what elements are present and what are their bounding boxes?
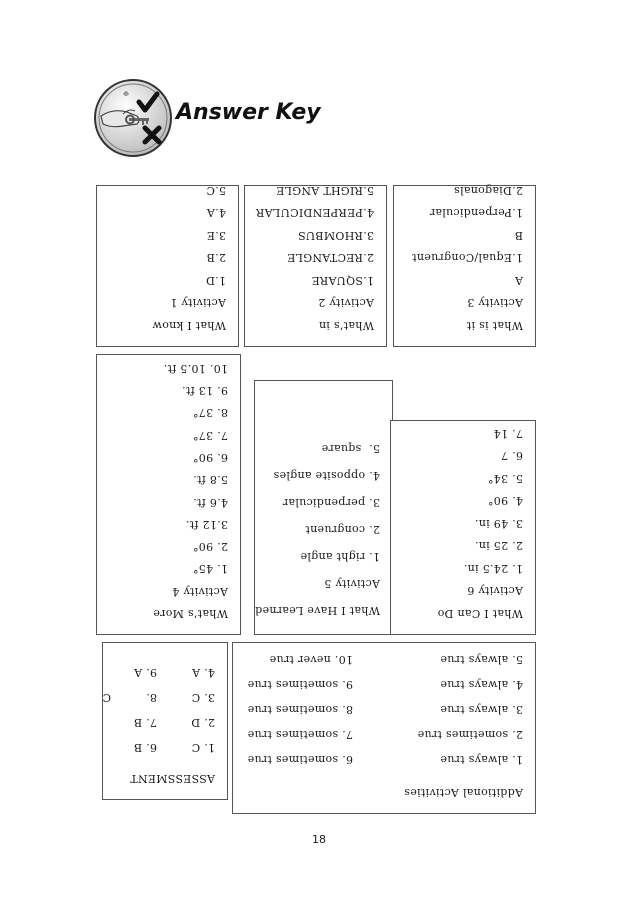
activity-label: Activity 6 xyxy=(467,584,523,598)
answer-item: 6. sometimes true xyxy=(247,753,353,767)
box-heading: What I know xyxy=(152,319,226,332)
answer-item: 4. always true xyxy=(440,678,523,692)
activity-label: Activity 4 xyxy=(172,584,228,598)
answer-item: 10. never true xyxy=(269,653,353,667)
answer-item xyxy=(71,711,111,736)
answer-item: 6. 90° xyxy=(192,450,228,464)
answer-item: 1.Equal/Congruent xyxy=(411,251,523,265)
answer-item: 5. 34° xyxy=(487,472,523,485)
answer-item: 1. 45° xyxy=(192,562,228,576)
answer-item: 7. sometimes true xyxy=(247,728,353,742)
answer-item: 1. always true xyxy=(440,753,523,767)
answer-item: 3. 49 in. xyxy=(474,517,523,530)
answer-item: C xyxy=(102,691,111,705)
box-heading: Additional Activities xyxy=(404,786,523,799)
answer-item: 5.8 ft. xyxy=(192,473,228,487)
box-whats-in xyxy=(244,185,387,347)
answer-item: 2. 25 in. xyxy=(474,539,523,553)
answer-item: 2. 90° xyxy=(192,540,228,554)
answer-item: 5. square xyxy=(321,442,380,455)
answer-item: 1.D xyxy=(205,274,226,287)
page-title: Answer Key xyxy=(176,100,321,125)
answer-item: 4. 90° xyxy=(487,494,523,508)
box-heading: What is it xyxy=(466,319,523,332)
answer-item: 7. 37° xyxy=(192,428,228,442)
answer-item: 3.12 ft. xyxy=(185,517,228,531)
box-what-is-it xyxy=(393,185,536,347)
answer-item: 3. always true xyxy=(440,703,523,717)
box-whats-more-content xyxy=(97,355,240,634)
box-what-is-it-content xyxy=(394,186,535,346)
answer-item: 9. 13 ft. xyxy=(181,384,228,398)
answer-item: 3.E xyxy=(206,229,226,242)
box-what-i-know xyxy=(96,185,239,347)
answer-item: 5.RIGHT ANGLE xyxy=(276,184,374,197)
additional-grid xyxy=(245,648,523,773)
hand-key-icon xyxy=(93,78,173,158)
answer-item: 4. A xyxy=(191,666,215,680)
box-additional-activities-content xyxy=(233,643,535,813)
answer-item: 4.6 ft. xyxy=(192,495,228,509)
answer-item: 4. opposite angles xyxy=(273,469,380,482)
answer-item: 4.PERPENDICULAR xyxy=(255,206,374,220)
box-whats-in-content xyxy=(245,186,386,346)
answer-item: 8. xyxy=(145,691,157,705)
answer-item: 10. 10.5 ft. xyxy=(163,361,228,375)
answer-item: 5. always true xyxy=(440,653,523,667)
activity-label: Activity 2 xyxy=(318,296,374,310)
answer-item: 7. B xyxy=(133,716,157,730)
answer-item: 2. sometimes true xyxy=(417,728,523,742)
box-what-i-have-learned-content xyxy=(255,381,392,634)
box-additional-activities xyxy=(232,642,536,814)
box-heading: ASSESSMENT xyxy=(130,772,215,785)
answer-item: 1.SQUARE xyxy=(311,274,374,287)
box-heading: What’s More xyxy=(153,607,228,620)
box-what-i-can-do-content xyxy=(391,421,535,634)
answer-item: 8. 37° xyxy=(192,406,228,420)
answer-item: 3. perpendicular xyxy=(282,496,380,509)
answer-key-logo xyxy=(93,78,173,158)
answer-item: 7. 14 xyxy=(493,427,523,440)
answer-item: 1. 24.5 in. xyxy=(463,562,523,575)
answer-item: 2.Diagonals xyxy=(453,184,523,197)
answer-item: 2. congruent xyxy=(305,523,380,536)
answer-item: 1. right angle xyxy=(300,550,380,563)
answer-item: 2. D xyxy=(190,716,215,730)
box-what-i-know-content xyxy=(97,186,238,346)
answer-item: 3.RHOMBUS xyxy=(297,229,374,242)
box-heading: What’s in xyxy=(318,319,374,332)
answer-item xyxy=(71,661,111,686)
answer-item: 1.Perpendicular xyxy=(429,206,523,220)
answer-item: 4.A xyxy=(206,206,226,220)
answer-item: 6. B xyxy=(133,741,157,755)
box-whats-more xyxy=(96,354,241,635)
answer-item: 1. C xyxy=(191,741,215,755)
answer-item: 9. sometimes true xyxy=(247,678,353,692)
answer-item: 5.C xyxy=(206,184,226,197)
box-what-i-can-do xyxy=(390,420,536,635)
answer-item: 2.B xyxy=(206,251,226,265)
activity-label: Activity 1 xyxy=(170,296,226,310)
answer-item: 3. C xyxy=(191,691,215,705)
activity-label: Activity 5 xyxy=(324,577,380,590)
answer-item: A xyxy=(514,274,523,287)
answer-item: B xyxy=(514,229,523,242)
box-heading: What I Have Learned xyxy=(254,604,380,617)
box-heading: What I Can Do xyxy=(437,607,523,620)
activity-label: Activity 3 xyxy=(467,296,523,310)
page-number: 18 xyxy=(312,833,326,846)
answer-item: 6. 7 xyxy=(500,449,523,463)
answer-item: 2.RECTANGLE xyxy=(287,251,374,265)
answer-item: 9. A xyxy=(133,666,157,680)
box-what-i-have-learned xyxy=(254,380,393,635)
answer-item xyxy=(71,736,111,761)
answer-item: 8. sometimes true xyxy=(247,703,353,717)
